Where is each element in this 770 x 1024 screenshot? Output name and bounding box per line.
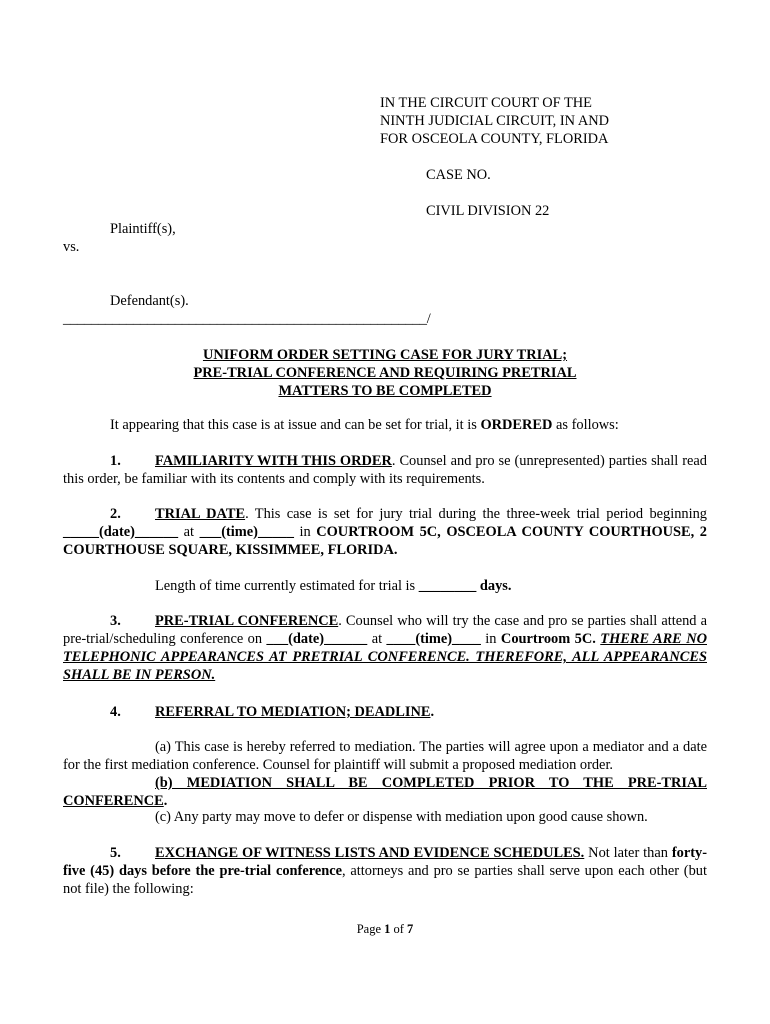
intro-paragraph: It appearing that this case is at issue and can be set for trial, it is ORDERED as follows: [110,417,619,433]
section-heading: REFERRAL TO MEDIATION; DEADLINE [155,704,431,720]
section-2-trial-date: 2. TRIAL DATE. This case is set for jury trial during the three-week trial period beginning _____(date)______ at ___(time)_____ in COURTROOM 5C, OSCEOLA COUNTY COURTHOUSE, 2 COURTHOUSE SQUARE, KISSIMMEE, FLORIDA. [63,506,707,558]
section-number: 3. [110,613,121,629]
section-3-pretrial-conference: 3. PRE-TRIAL CONFERENCE. Counsel who will try the case and pro se parties shall attend a pre-trial/scheduling conference on ___(date)______ at ____(time)____ in Courtroom 5C. THERE ARE NO TELEPHONIC APPEARANCES AT PRETRIAL CONFERENCE. THEREFORE, ALL APPEARANCES SHALL BE IN PERSON. [63,613,707,683]
page-number-footer: Page 1 of 7 [356,922,414,936]
mediation-paragraph-b: (b) MEDIATION SHALL BE COMPLETED PRIOR TO THE PRE-TRIAL CONFERENCE. [63,775,707,809]
order-title-line-2: PRE-TRIAL CONFERENCE AND REQUIRING PRETRIAL [193,365,577,381]
trial-date-blank: _____(date)______ [63,524,179,540]
case-number-label: CASE NO. [426,167,491,183]
section-heading: EXCHANGE OF WITNESS LISTS AND EVIDENCE SCHEDULES. [155,845,585,861]
mediation-paragraph-c: (c) Any party may move to defer or dispense with mediation upon good cause shown. [155,809,648,825]
order-title-line-1: UNIFORM ORDER SETTING CASE FOR JURY TRIAL; [202,347,568,363]
plaintiff-label: Plaintiff(s), [110,221,176,237]
section-heading: TRIAL DATE [155,506,246,522]
ordered-word: ORDERED [480,417,553,433]
mediation-paragraph-a: (a) This case is hereby referred to mediation. The parties will agree upon a mediator and a date for the first mediation conference. Counsel for plaintiff will submit a proposed mediation order. [63,739,707,773]
section-4-heading-line: 4. REFERRAL TO MEDIATION; DEADLINE. [110,704,435,720]
section-heading: FAMILIARITY WITH THIS ORDER [155,453,392,469]
in-person-notice: THERE ARE NO TELEPHONIC APPEARANCES AT PRETRIAL CONFERENCE. THEREFORE, ALL APPEARANCES SHALL BE IN PERSON. [63,631,707,683]
section-number: 2. [110,506,121,522]
civil-division-label: CIVIL DIVISION 22 [426,203,550,219]
court-name-line-1: IN THE CIRCUIT COURT OF THE [380,95,592,111]
conference-date-blank: ___(date)______ [266,631,368,647]
section-1-familiarity: 1. FAMILIARITY WITH THIS ORDER. Counsel and pro se (unrepresented) parties shall read this order, be familiar with its contents and comply with its requirements. [63,453,707,487]
total-page-count: 7 [407,922,414,936]
section-number: 4. [110,704,121,720]
caption-divider: ____________________________________________________/ [63,311,431,327]
trial-length-blank: ________ days. [418,578,512,594]
section-heading: PRE-TRIAL CONFERENCE [155,613,339,629]
order-title-line-3: MATTERS TO BE COMPLETED [278,383,492,399]
trial-location: COURTROOM 5C, OSCEOLA COUNTY COURTHOUSE, 2 COURTHOUSE SQUARE, KISSIMMEE, FLORIDA. [63,524,707,558]
conference-time-blank: ____(time)____ [386,631,481,647]
trial-length-line: Length of time currently estimated for trial is ________ days. [155,578,512,594]
trial-time-blank: ___(time)_____ [199,524,294,540]
current-page-number: 1 [384,922,391,936]
versus-label: vs. [63,239,80,255]
defendant-label: Defendant(s). [110,293,189,309]
section-number: 5. [110,845,121,861]
section-number: 1. [110,453,121,469]
court-name-line-2: NINTH JUDICIAL CIRCUIT, IN AND [380,113,610,129]
court-name-line-3: FOR OSCEOLA COUNTY, FLORIDA [380,131,609,147]
section-5-exchange-witness-lists: 5. EXCHANGE OF WITNESS LISTS AND EVIDENCE SCHEDULES. Not later than forty-five (45) days before the pre-trial conference, attorneys and pro se parties shall serve upon each other (but not file) the following: [63,845,707,897]
conference-courtroom: Courtroom 5C. [500,631,596,647]
deadline-phrase: forty-five (45) days before the pre-trial conference [63,845,707,879]
